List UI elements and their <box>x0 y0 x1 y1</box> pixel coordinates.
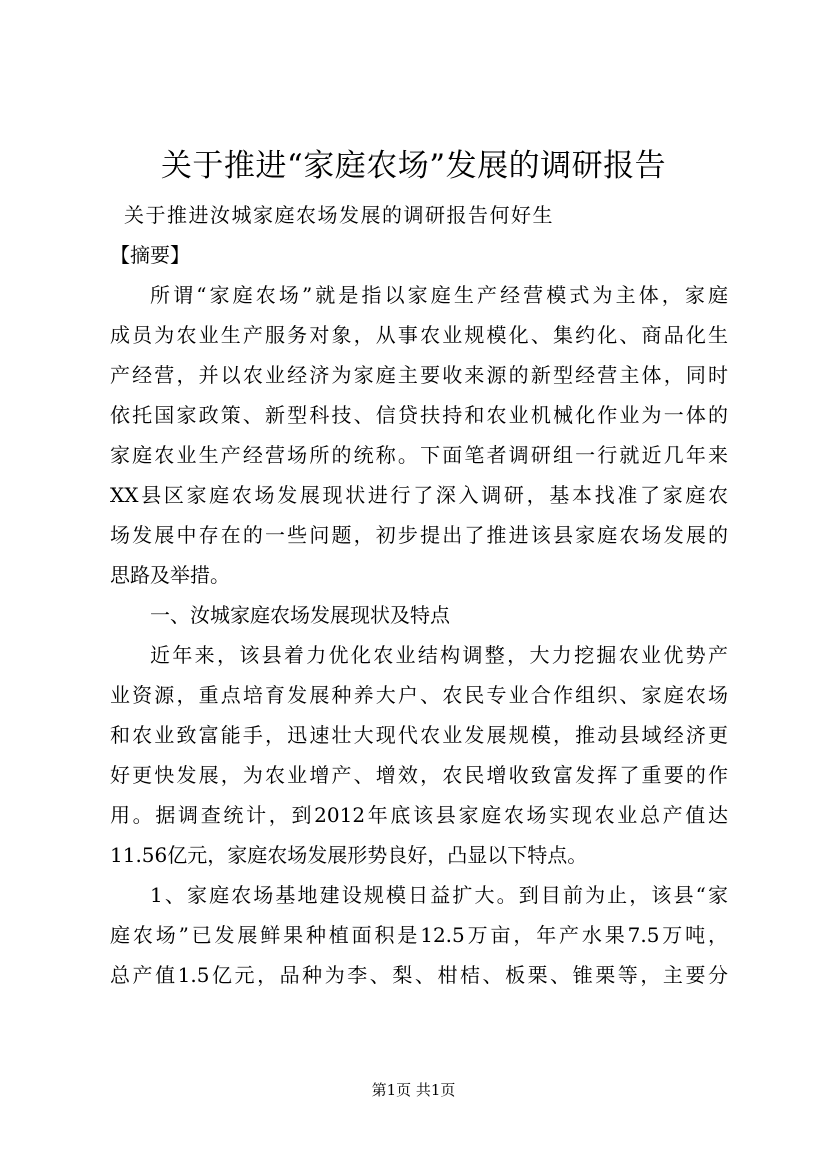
paragraph-base-scale <box>110 875 728 995</box>
paragraph-line: 产经营，并以农业经济为家庭主要收来源的新型经营主体，同时 <box>110 363 728 387</box>
section-heading: 一、汝城家庭农场发展现状及特点 <box>150 603 450 627</box>
paragraph-line: XX县区家庭农场发展现状进行了深入调研，基本找准了家庭农 <box>110 483 728 507</box>
paragraph-line: 11.56亿元，家庭农场发展形势良好，凸显以下特点。 <box>110 843 588 867</box>
paragraph-line: 家庭农业生产经营场所的统称。下面笔者调研组一行就近几年来 <box>110 443 728 467</box>
paragraph-line: 总产值1.5亿元，品种为李、梨、柑桔、板栗、锥栗等，主要分 <box>110 963 728 987</box>
paragraph-line: 1、家庭农场基地建设规模日益扩大。到目前为止，该县“家 <box>150 883 728 907</box>
document-title: 关于推进“家庭农场”发展的调研报告 <box>160 148 667 184</box>
paragraph-overview <box>110 635 728 875</box>
paragraph-line: 好更快发展，为农业增产、增效，农民增收致富发挥了重要的作 <box>110 763 728 787</box>
abstract-heading: 【摘要】 <box>110 243 190 267</box>
paragraph-line: 场发展中存在的一些问题，初步提出了推进该县家庭农场发展的 <box>110 523 728 547</box>
paragraph-line: 成员为农业生产服务对象，从事农业规模化、集约化、商品化生 <box>110 323 728 347</box>
page-footer: 第1页 共1页 <box>371 1081 456 1099</box>
paragraph-line: 庭农场”已发展鲜果种植面积是12.5万亩，年产水果7.5万吨， <box>110 923 728 947</box>
paragraph-line: 依托国家政策、新型科技、信贷扶持和农业机械化作业为一体的 <box>110 403 728 427</box>
paragraph-line: 近年来，该县着力优化农业结构调整，大力挖掘农业优势产 <box>150 643 728 667</box>
document-body <box>110 195 728 995</box>
paragraph-line: 和农业致富能手，迅速壮大现代农业发展规模，推动县域经济更 <box>110 723 728 747</box>
document-subtitle: 关于推进汝城家庭农场发展的调研报告何好生 <box>124 203 554 227</box>
paragraph-line: 所谓“家庭农场”就是指以家庭生产经营模式为主体，家庭 <box>150 283 728 307</box>
paragraph-line: 用。据调查统计，到2012年底该县家庭农场实现农业总产值达 <box>110 803 728 827</box>
paragraph-definition <box>110 275 728 595</box>
paragraph-line: 业资源，重点培育发展种养大户、农民专业合作组织、家庭农场 <box>110 683 728 707</box>
paragraph-line: 思路及举措。 <box>110 563 230 587</box>
